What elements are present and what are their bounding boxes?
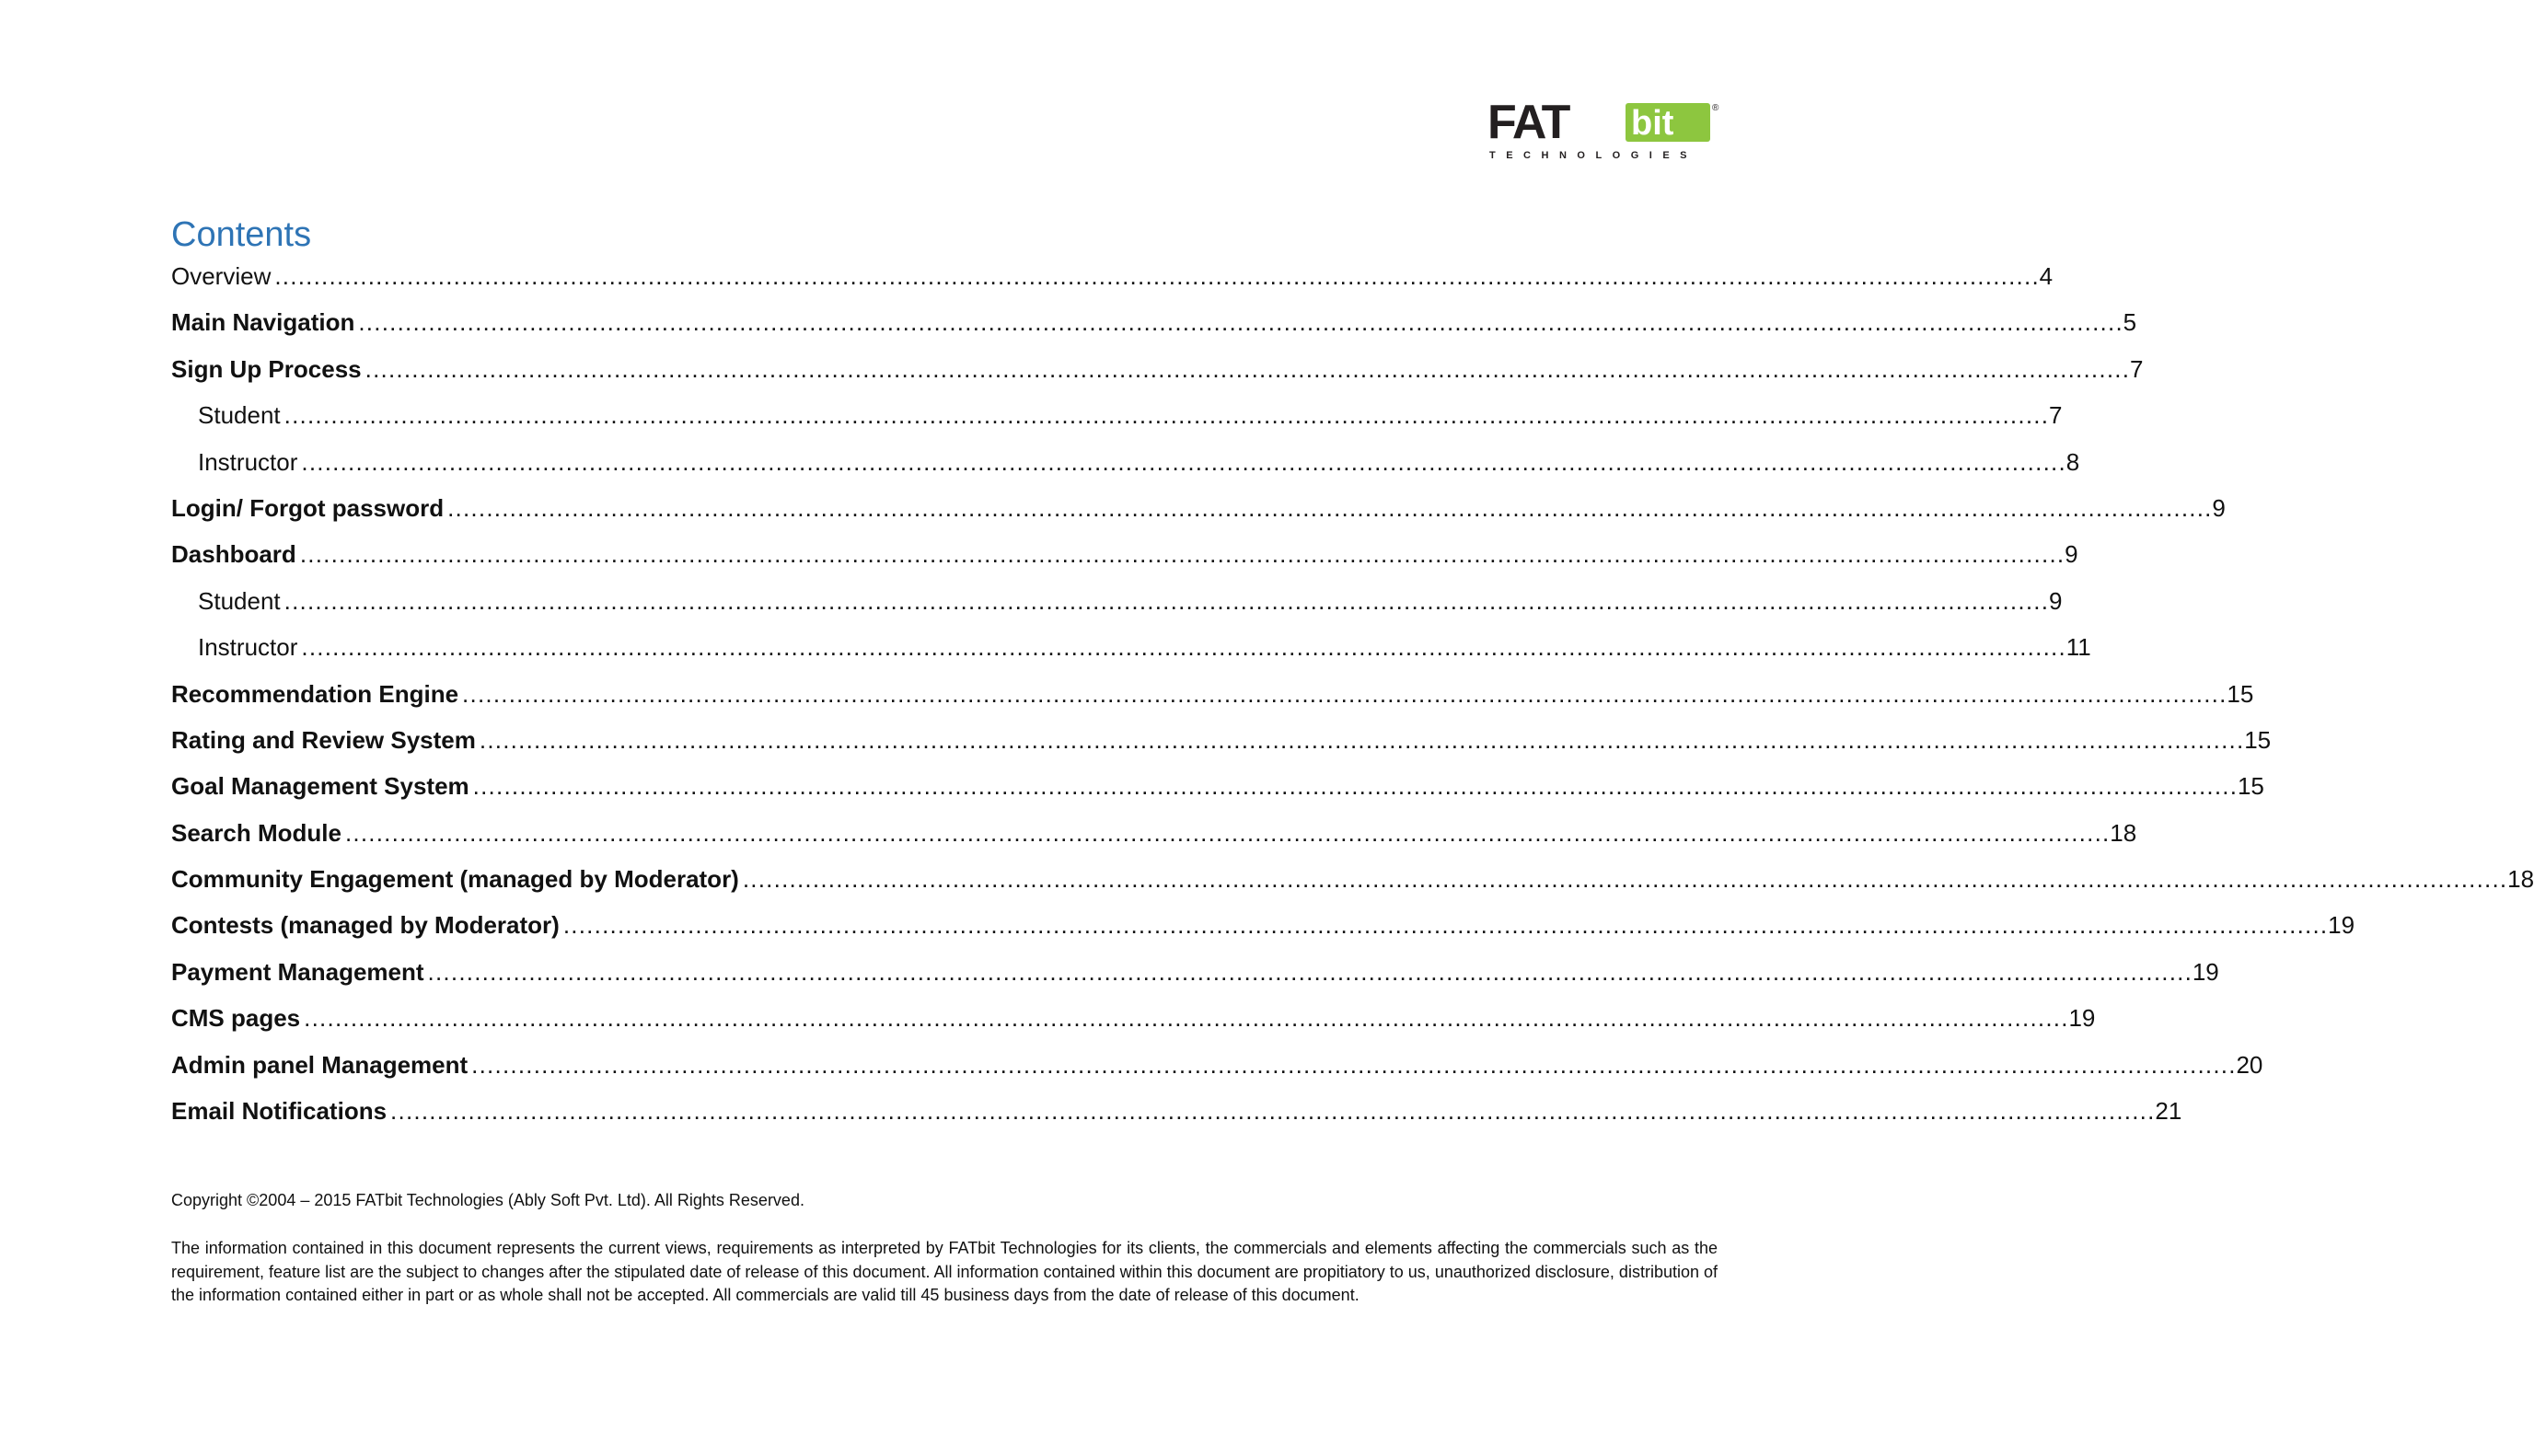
toc-entry[interactable]: [171, 352, 2144, 399]
logo-tagline: TECHNOLOGIES: [1489, 150, 1698, 161]
disclaimer-text: The information contained in this document represents the current views, requirements as interpreted by FATbit Technologies for its clients, the commercials and elements affecting the commercials such as the requirement, feature list are the subject to changes after the stipulated date of release of this document. All information contained within this document are propitiatory to us, unauthorized disclosure, distribution of the information contained either in part or as whole shall not be accepted. All commercials are valid till 45 business days from the date of release of this document.: [171, 1239, 1718, 1304]
toc-entry[interactable]: [171, 677, 2254, 723]
copyright-text: Copyright ©2004 – 2015 FATbit Technologies (Ably Soft Pvt. Ltd). All Rights Reserved.: [171, 1191, 804, 1209]
logo-fat-text: FAT: [1487, 96, 1569, 149]
toc-entry[interactable]: [171, 630, 2091, 676]
toc-entry-label: Payment Management: [171, 957, 424, 986]
toc-entry-page-number: 19: [2068, 1004, 2096, 1033]
toc-entry-page-number: 19: [2192, 957, 2219, 986]
toc-entry-label: Email Notifications: [171, 1097, 388, 1126]
toc-entry-page-number: 11: [2065, 633, 2091, 662]
toc-entry[interactable]: [171, 769, 2264, 815]
toc-entry-page-number: 4: [2039, 262, 2054, 290]
logo-registered-mark: ®: [1712, 103, 1719, 113]
toc-entry-label: Recommendation Engine: [171, 679, 459, 708]
toc-entry-page-number: 15: [2227, 679, 2254, 708]
toc-list: [171, 260, 2534, 1140]
toc-dot-leader: [358, 306, 2119, 339]
toc-entry-page-number: 9: [2212, 493, 2226, 522]
toc-entry-page-number: 21: [2155, 1097, 2182, 1126]
toc-entry-page-number: 18: [2110, 818, 2137, 847]
toc-entry-page-number: 19: [2328, 911, 2355, 940]
toc-entry[interactable]: [171, 723, 2272, 769]
toc-dot-leader: [365, 352, 2126, 386]
toc-entry[interactable]: [171, 584, 2063, 630]
toc-entry-label: Main Navigation: [171, 308, 355, 337]
toc-entry-label: CMS pages: [171, 1004, 301, 1033]
toc-dot-leader: [345, 816, 2106, 849]
toc-dot-leader: [480, 723, 2240, 757]
toc-entry-label: Sign Up Process: [171, 354, 362, 383]
logo-bit-text: bit: [1631, 104, 1674, 143]
toc-entry[interactable]: [171, 445, 2080, 491]
toc-entry-label: Instructor: [198, 633, 298, 662]
toc-entry[interactable]: [171, 862, 2534, 908]
toc-dot-leader: [563, 908, 2324, 942]
toc-entry[interactable]: [171, 399, 2063, 445]
toc-entry[interactable]: [171, 816, 2137, 862]
toc-entry[interactable]: [171, 306, 2137, 352]
toc-dot-leader: [301, 445, 2062, 479]
toc-entry-page-number: 9: [2065, 540, 2078, 569]
toc-dot-leader: [301, 630, 2062, 664]
toc-entry-label: Instructor: [198, 447, 298, 476]
toc-entry-page-number: 15: [2244, 725, 2272, 754]
toc-entry-page-number: 7: [2129, 354, 2144, 383]
toc-entry-page-number: 8: [2065, 447, 2080, 476]
toc-dot-leader: [462, 677, 2223, 711]
toc-dot-leader: [428, 955, 2189, 988]
toc-dot-leader: [284, 399, 2045, 432]
toc-entry-label: Search Module: [171, 818, 341, 847]
toc-entry[interactable]: [171, 537, 2078, 584]
toc-entry-page-number: 15: [2237, 772, 2264, 801]
toc-entry-page-number: 20: [2236, 1050, 2263, 1079]
toc-dot-leader: [274, 260, 2035, 293]
table-of-contents: [171, 214, 2534, 1140]
toc-entry-page-number: 9: [2048, 586, 2063, 615]
toc-dot-leader: [471, 1048, 2232, 1081]
toc-entry-label: Login/ Forgot password: [171, 493, 445, 522]
toc-title: Contents: [171, 215, 312, 254]
toc-entry[interactable]: [171, 1048, 2263, 1094]
toc-entry-label: Overview: [171, 262, 272, 290]
toc-entry-label: Rating and Review System: [171, 725, 476, 754]
toc-dot-leader: [304, 1001, 2065, 1034]
toc-entry[interactable]: [171, 260, 2054, 306]
toc-entry-label: Contests (managed by Moderator): [171, 911, 560, 940]
fatbit-logo: [1487, 96, 1719, 164]
toc-entry-page-number: 18: [2507, 865, 2534, 894]
toc-dot-leader: [743, 862, 2504, 896]
toc-entry[interactable]: [171, 908, 2355, 954]
toc-dot-leader: [300, 537, 2061, 571]
toc-entry-label: Dashboard: [171, 540, 296, 569]
toc-entry-page-number: 7: [2048, 401, 2063, 430]
toc-dot-leader: [284, 584, 2045, 618]
toc-dot-leader: [390, 1094, 2151, 1127]
toc-entry-label: Goal Management System: [171, 772, 469, 801]
toc-entry[interactable]: [171, 1094, 2182, 1140]
toc-entry-label: Student: [198, 401, 281, 430]
toc-entry-label: Admin panel Management: [171, 1050, 469, 1079]
toc-entry[interactable]: [171, 955, 2219, 1001]
toc-entry[interactable]: [171, 1001, 2096, 1047]
toc-entry[interactable]: [171, 491, 2226, 537]
toc-dot-leader: [447, 491, 2208, 525]
toc-entry-page-number: 5: [2123, 308, 2137, 337]
toc-dot-leader: [473, 769, 2234, 803]
toc-entry-label: Student: [198, 586, 281, 615]
toc-entry-label: Community Engagement (managed by Moderator): [171, 865, 739, 894]
